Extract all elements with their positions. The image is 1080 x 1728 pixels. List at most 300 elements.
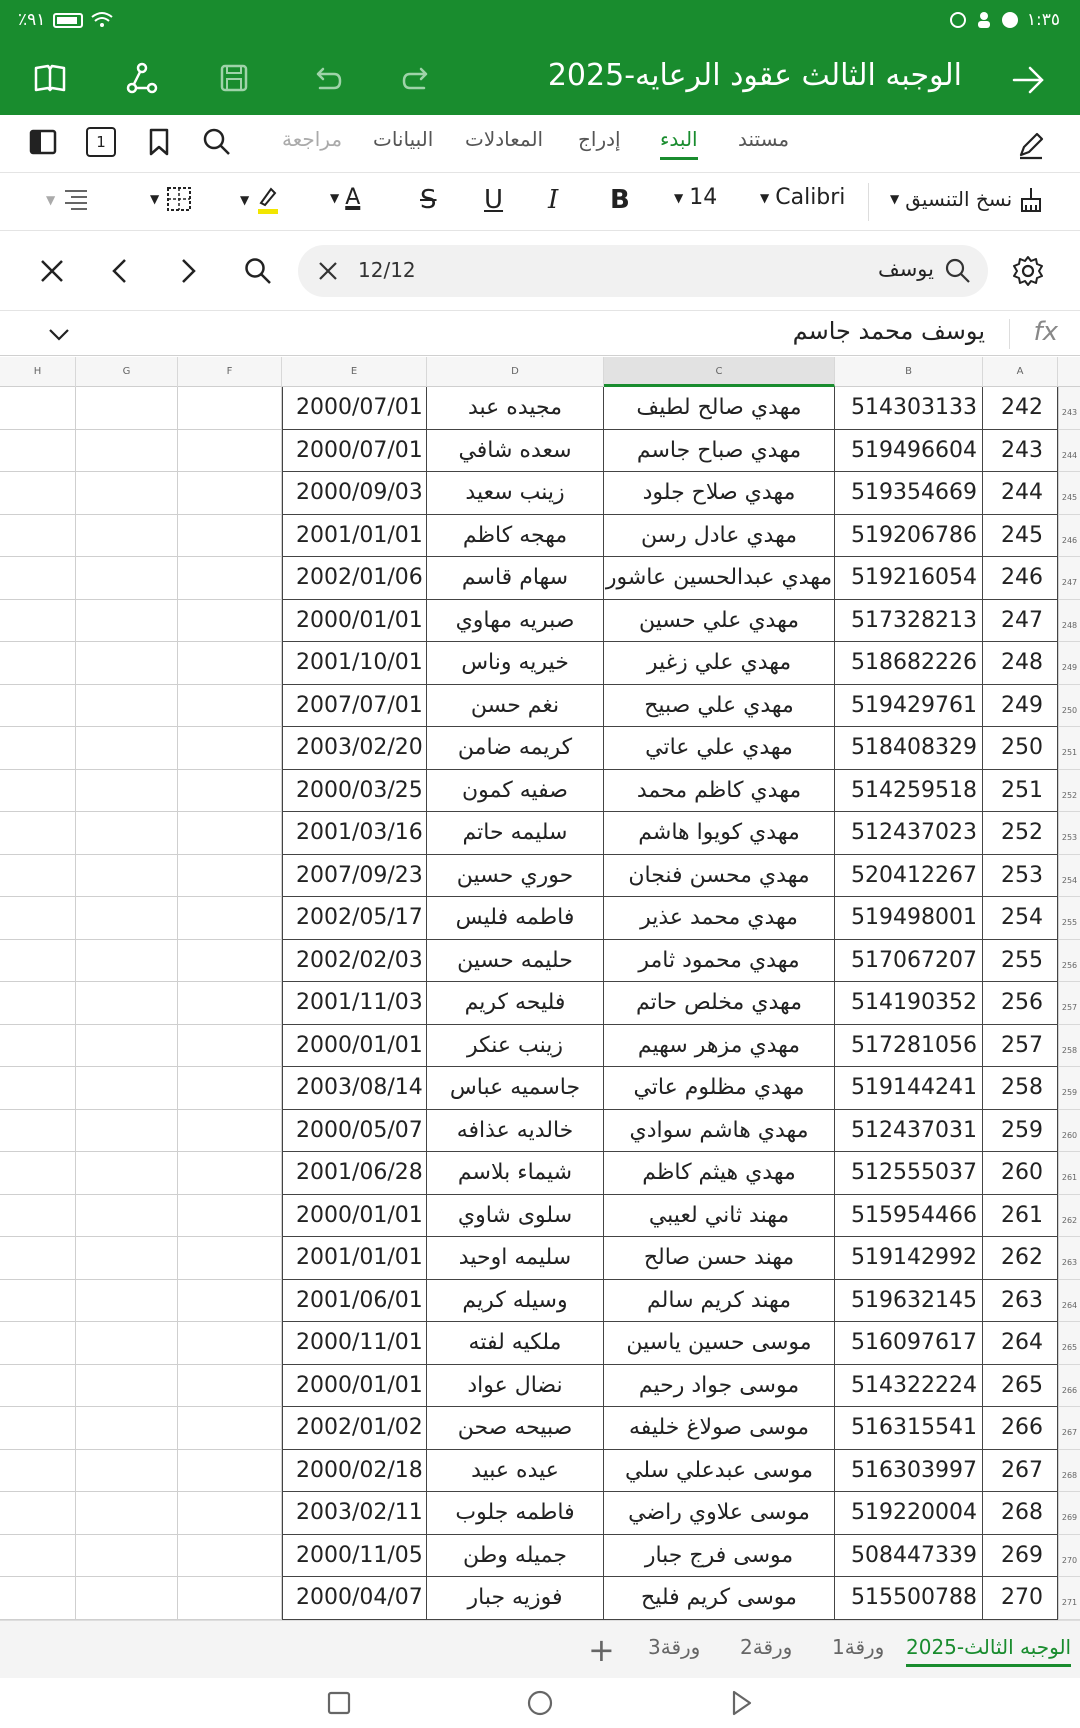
cell-e[interactable]: 2000/01/01 [282,1025,427,1068]
cell-d[interactable]: خيريه وناس [427,642,604,685]
empty-cell[interactable] [76,1322,178,1365]
column-header-g[interactable]: G [76,357,178,387]
row-header[interactable]: 257 [1058,982,1080,1025]
empty-cell[interactable] [178,1322,282,1365]
row-header[interactable]: 265 [1058,1322,1080,1365]
empty-cell[interactable] [178,770,282,813]
cell-b[interactable]: 515500788 [835,1577,983,1620]
empty-cell[interactable] [76,387,178,430]
cell-b[interactable]: 512437023 [835,812,983,855]
row-header[interactable]: 258 [1058,1025,1080,1068]
row-header[interactable]: 254 [1058,855,1080,898]
tab-home[interactable]: البدء [660,127,698,160]
cell-a[interactable]: 266 [983,1407,1058,1450]
cell-e[interactable]: 2002/01/02 [282,1407,427,1450]
cell-e[interactable]: 2001/01/01 [282,1237,427,1280]
cell-e[interactable]: 2000/03/25 [282,770,427,813]
sheet-tab-3[interactable]: ورقة3 [648,1635,701,1659]
cell-c[interactable]: مهدي مزهر سهيم [604,1025,835,1068]
empty-cell[interactable] [76,1450,178,1493]
cell-c[interactable]: مهدي علي حسين [604,600,835,643]
cell-e[interactable]: 2000/04/07 [282,1577,427,1620]
empty-cell[interactable] [178,685,282,728]
empty-cell[interactable] [76,770,178,813]
cell-d[interactable]: حليمه حسين [427,940,604,983]
cell-d[interactable]: سهام قاسم [427,557,604,600]
empty-cell[interactable] [76,982,178,1025]
empty-cell[interactable] [178,812,282,855]
cell-a[interactable]: 269 [983,1535,1058,1578]
empty-cell[interactable] [0,1322,76,1365]
tab-document[interactable]: مستند [738,127,790,151]
empty-cell[interactable] [178,855,282,898]
empty-cell[interactable] [178,897,282,940]
cell-e[interactable]: 2002/02/03 [282,940,427,983]
empty-cell[interactable] [178,1110,282,1153]
cell-b[interactable]: 519354669 [835,472,983,515]
cell-a[interactable]: 251 [983,770,1058,813]
cell-a[interactable]: 254 [983,897,1058,940]
cell-e[interactable]: 2000/11/05 [282,1535,427,1578]
cell-c[interactable]: مهدي محمود ثامر [604,940,835,983]
cell-d[interactable]: فاطمه جلوب [427,1492,604,1535]
row-header[interactable]: 263 [1058,1237,1080,1280]
cell-e[interactable]: 2003/08/14 [282,1067,427,1110]
empty-cell[interactable] [178,1195,282,1238]
cell-d[interactable]: صفيه كمون [427,770,604,813]
row-header[interactable]: 252 [1058,770,1080,813]
cell-b[interactable]: 514303133 [835,387,983,430]
cell-b[interactable]: 519632145 [835,1280,983,1323]
cell-b[interactable]: 512437031 [835,1110,983,1153]
tab-insert[interactable]: إدراج [578,127,621,151]
cell-d[interactable]: نغم حسن [427,685,604,728]
cell-e[interactable]: 2000/01/01 [282,1195,427,1238]
cell-a[interactable]: 259 [983,1110,1058,1153]
cell-c[interactable]: مهدي مخلص حاتم [604,982,835,1025]
cell-e[interactable]: 2003/02/11 [282,1492,427,1535]
empty-cell[interactable] [0,685,76,728]
font-family-select[interactable] [760,185,845,210]
cell-a[interactable]: 248 [983,642,1058,685]
empty-cell[interactable] [0,642,76,685]
cell-b[interactable]: 518408329 [835,727,983,770]
empty-cell[interactable] [76,642,178,685]
document-title[interactable]: الوجبه الثالث عقود الرعايه-2025 [547,58,962,93]
cell-a[interactable]: 256 [983,982,1058,1025]
cell-c[interactable]: مهدي هاشم سوادي [604,1110,835,1153]
cell-b[interactable]: 516303997 [835,1450,983,1493]
empty-cell[interactable] [0,812,76,855]
cell-c[interactable]: مهدي محسن فنجان [604,855,835,898]
empty-cell[interactable] [76,1535,178,1578]
empty-cell[interactable] [0,1577,76,1620]
column-header-f[interactable]: F [178,357,282,387]
sheet-count-icon[interactable]: 1 [86,127,116,157]
cell-a[interactable]: 246 [983,557,1058,600]
row-header[interactable]: 261 [1058,1152,1080,1195]
cell-d[interactable]: وسيله كريم [427,1280,604,1323]
cell-c[interactable]: مهند حسن صالح [604,1237,835,1280]
empty-cell[interactable] [76,557,178,600]
empty-cell[interactable] [0,1025,76,1068]
empty-cell[interactable] [0,515,76,558]
empty-cell[interactable] [0,1067,76,1110]
save-icon[interactable] [214,58,254,98]
close-find-button[interactable] [32,251,72,291]
cell-a[interactable]: 270 [983,1577,1058,1620]
search-input[interactable] [298,245,988,297]
cell-d[interactable]: مهجه كاظم [427,515,604,558]
row-header[interactable]: 243 [1058,387,1080,430]
cell-c[interactable]: موسى عبدعلي سلي [604,1450,835,1493]
cell-c[interactable]: مهدي صباح جاسم [604,430,835,473]
align-menu[interactable] [46,187,89,213]
share-icon[interactable] [122,58,162,98]
empty-cell[interactable] [178,1535,282,1578]
column-header-a[interactable]: A [983,357,1058,387]
cell-b[interactable]: 519144241 [835,1067,983,1110]
cell-b[interactable]: 519498001 [835,897,983,940]
row-header[interactable]: 268 [1058,1450,1080,1493]
empty-cell[interactable] [178,387,282,430]
cell-a[interactable]: 255 [983,940,1058,983]
cell-a[interactable]: 257 [983,1025,1058,1068]
previous-match-button[interactable] [100,251,140,291]
empty-cell[interactable] [76,1365,178,1408]
empty-cell[interactable] [178,1067,282,1110]
column-header-b[interactable]: B [835,357,983,387]
font-size-select[interactable] [674,185,717,210]
cell-a[interactable]: 247 [983,600,1058,643]
cell-a[interactable]: 252 [983,812,1058,855]
cell-d[interactable]: سليمه حاتم [427,812,604,855]
cell-a[interactable]: 245 [983,515,1058,558]
row-header[interactable]: 256 [1058,940,1080,983]
empty-cell[interactable] [76,515,178,558]
empty-cell[interactable] [0,1450,76,1493]
cell-d[interactable]: عيده عبيد [427,1450,604,1493]
empty-cell[interactable] [76,1067,178,1110]
empty-cell[interactable] [76,940,178,983]
empty-cell[interactable] [76,600,178,643]
add-sheet-button[interactable]: + [588,1631,615,1669]
cell-d[interactable]: شيماء بلاسم [427,1152,604,1195]
row-header[interactable]: 247 [1058,557,1080,600]
clear-search-icon[interactable] [314,257,342,285]
empty-cell[interactable] [76,1280,178,1323]
cell-a[interactable]: 243 [983,430,1058,473]
cell-b[interactable]: 519429761 [835,685,983,728]
empty-cell[interactable] [0,472,76,515]
cell-c[interactable]: موسى كريم فليح [604,1577,835,1620]
cell-b[interactable]: 520412267 [835,855,983,898]
empty-cell[interactable] [178,557,282,600]
cell-c[interactable]: مهدي عبدالحسين عاشور [604,557,835,600]
cell-d[interactable]: صبيحه صحن [427,1407,604,1450]
column-header-d[interactable]: D [427,357,604,387]
empty-cell[interactable] [0,557,76,600]
empty-cell[interactable] [0,1195,76,1238]
paint-format-button[interactable] [890,185,1044,213]
empty-cell[interactable] [76,1407,178,1450]
empty-cell[interactable] [0,1110,76,1153]
cell-e[interactable]: 2000/09/03 [282,472,427,515]
empty-cell[interactable] [0,855,76,898]
next-match-button[interactable] [168,251,208,291]
strikethrough-button[interactable] [420,185,437,215]
cell-c[interactable]: مهدي هيثم كاظم [604,1152,835,1195]
empty-cell[interactable] [178,982,282,1025]
empty-cell[interactable] [76,727,178,770]
cell-e[interactable]: 2001/06/28 [282,1152,427,1195]
tab-data[interactable]: البيانات [373,127,434,151]
empty-cell[interactable] [0,982,76,1025]
cell-a[interactable]: 268 [983,1492,1058,1535]
sheet-tab-2[interactable]: ورقة2 [740,1635,793,1659]
empty-cell[interactable] [0,897,76,940]
cell-a[interactable]: 253 [983,855,1058,898]
cell-b[interactable]: 519220004 [835,1492,983,1535]
cell-a[interactable]: 242 [983,387,1058,430]
row-header[interactable]: 267 [1058,1407,1080,1450]
cell-b[interactable]: 517281056 [835,1025,983,1068]
empty-cell[interactable] [178,940,282,983]
formula-bar[interactable] [0,311,1080,356]
empty-cell[interactable] [178,1237,282,1280]
cell-c[interactable]: مهدي كويوا هاشم [604,812,835,855]
empty-cell[interactable] [178,1280,282,1323]
empty-cell[interactable] [0,1535,76,1578]
cell-b[interactable]: 515954466 [835,1195,983,1238]
cell-e[interactable]: 2000/02/18 [282,1450,427,1493]
cell-c[interactable]: مهدي علي عاتي [604,727,835,770]
find-options-search-button[interactable] [238,251,278,291]
cell-a[interactable]: 249 [983,685,1058,728]
cell-a[interactable]: 258 [983,1067,1058,1110]
cell-e[interactable]: 2000/01/01 [282,600,427,643]
cell-d[interactable]: زينب سعيد [427,472,604,515]
cell-d[interactable]: ملكيه لفته [427,1322,604,1365]
row-header[interactable]: 251 [1058,727,1080,770]
find-settings-button[interactable] [1008,251,1048,291]
column-header-h[interactable]: H [0,357,76,387]
cell-e[interactable]: 2001/01/01 [282,515,427,558]
empty-cell[interactable] [0,770,76,813]
row-header[interactable]: 271 [1058,1577,1080,1620]
cell-a[interactable]: 260 [983,1152,1058,1195]
cell-c[interactable]: مهند ثاني لعيبي [604,1195,835,1238]
cell-d[interactable]: مجيده عبد [427,387,604,430]
cell-d[interactable]: سلوى شاوي [427,1195,604,1238]
tab-formulas[interactable]: المعادلات [465,127,544,151]
search-icon[interactable] [202,127,232,157]
cell-c[interactable]: مهدي كاظم محمد [604,770,835,813]
cell-a[interactable]: 262 [983,1237,1058,1280]
cell-e[interactable]: 2000/07/01 [282,387,427,430]
cell-c[interactable]: مهدي صالح لطيف [604,387,835,430]
empty-cell[interactable] [0,1365,76,1408]
cell-e[interactable]: 2002/01/06 [282,557,427,600]
cell-b[interactable]: 512555037 [835,1152,983,1195]
cell-e[interactable]: 2003/02/20 [282,727,427,770]
row-header[interactable]: 246 [1058,515,1080,558]
pen-icon[interactable] [1016,130,1046,160]
row-header[interactable]: 245 [1058,472,1080,515]
cell-e[interactable]: 2001/03/16 [282,812,427,855]
empty-cell[interactable] [76,1152,178,1195]
row-header[interactable]: 262 [1058,1195,1080,1238]
cell-e[interactable]: 2000/01/01 [282,1365,427,1408]
row-header[interactable]: 255 [1058,897,1080,940]
cell-e[interactable]: 2001/11/03 [282,982,427,1025]
empty-cell[interactable] [0,1152,76,1195]
row-header[interactable]: 253 [1058,812,1080,855]
row-header[interactable]: 270 [1058,1535,1080,1578]
empty-cell[interactable] [76,1110,178,1153]
empty-cell[interactable] [76,855,178,898]
bookmark-icon[interactable] [144,127,174,157]
cell-d[interactable]: فوزيه جبار [427,1577,604,1620]
cell-c[interactable]: مهدي محمد عذير [604,897,835,940]
cell-e[interactable]: 2000/11/01 [282,1322,427,1365]
empty-cell[interactable] [178,1407,282,1450]
cell-a[interactable]: 265 [983,1365,1058,1408]
empty-cell[interactable] [178,600,282,643]
empty-cell[interactable] [0,1492,76,1535]
cell-d[interactable]: جميله وطن [427,1535,604,1578]
cell-e[interactable]: 2000/05/07 [282,1110,427,1153]
cell-b[interactable]: 514259518 [835,770,983,813]
cell-e[interactable]: 2002/05/17 [282,897,427,940]
empty-cell[interactable] [178,642,282,685]
spreadsheet-grid[interactable] [0,357,1080,1620]
empty-cell[interactable] [0,387,76,430]
empty-cell[interactable] [178,1025,282,1068]
empty-cell[interactable] [178,1365,282,1408]
empty-cell[interactable] [178,1577,282,1620]
cell-a[interactable]: 261 [983,1195,1058,1238]
cell-b[interactable]: 519142992 [835,1237,983,1280]
cell-c[interactable]: مهدي علي زغير [604,642,835,685]
cell-c[interactable]: مهدي عادل رسن [604,515,835,558]
empty-cell[interactable] [178,727,282,770]
cell-a[interactable]: 244 [983,472,1058,515]
highlight-menu[interactable] [240,185,281,215]
empty-cell[interactable] [0,600,76,643]
empty-cell[interactable] [0,1280,76,1323]
cell-d[interactable]: صبريه مهاوي [427,600,604,643]
row-header[interactable]: 249 [1058,642,1080,685]
cell-d[interactable]: فليحه كريم [427,982,604,1025]
empty-cell[interactable] [178,1450,282,1493]
cell-a[interactable]: 264 [983,1322,1058,1365]
empty-cell[interactable] [76,897,178,940]
cell-c[interactable]: موسى جواد رحيم [604,1365,835,1408]
cell-d[interactable]: نضال عواد [427,1365,604,1408]
arrow-forward-icon[interactable] [1010,62,1046,98]
back-icon[interactable] [726,1688,756,1718]
empty-cell[interactable] [178,1152,282,1195]
cell-a[interactable]: 267 [983,1450,1058,1493]
cell-c[interactable]: مهدي مظلوم عاتي [604,1067,835,1110]
cell-a[interactable]: 263 [983,1280,1058,1323]
cell-c[interactable]: مهدي صلاح جلود [604,472,835,515]
cell-b[interactable]: 518682226 [835,642,983,685]
cell-e[interactable]: 2007/09/23 [282,855,427,898]
cell-b[interactable]: 519496604 [835,430,983,473]
cell-b[interactable]: 519206786 [835,515,983,558]
row-header[interactable]: 244 [1058,430,1080,473]
cell-d[interactable]: جاسميه عباس [427,1067,604,1110]
cell-b[interactable]: 514190352 [835,982,983,1025]
empty-cell[interactable] [76,1237,178,1280]
cell-c[interactable]: موسى صولاغ خليفه [604,1407,835,1450]
cell-c[interactable]: موسى حسين ياسين [604,1322,835,1365]
row-header[interactable]: 248 [1058,600,1080,643]
cell-e[interactable]: 2001/10/01 [282,642,427,685]
row-header[interactable]: 269 [1058,1492,1080,1535]
column-header-e[interactable]: E [282,357,427,387]
column-header-c[interactable]: C [604,357,835,387]
cell-d[interactable]: سعده شافي [427,430,604,473]
cell-b[interactable]: 516097617 [835,1322,983,1365]
italic-button[interactable] [548,185,558,215]
cell-c[interactable]: موسى علاوي راضي [604,1492,835,1535]
cell-c[interactable]: موسى فرج جبار [604,1535,835,1578]
empty-cell[interactable] [76,430,178,473]
cell-d[interactable]: سليمه اوحيد [427,1237,604,1280]
row-header[interactable]: 264 [1058,1280,1080,1323]
cell-b[interactable]: 514322224 [835,1365,983,1408]
book-icon[interactable] [30,58,70,98]
row-header[interactable]: 266 [1058,1365,1080,1408]
cell-b[interactable]: 508447339 [835,1535,983,1578]
empty-cell[interactable] [76,1025,178,1068]
bold-button[interactable] [610,185,630,215]
cell-e[interactable]: 2001/06/01 [282,1280,427,1323]
empty-cell[interactable] [76,685,178,728]
undo-icon[interactable] [306,58,346,98]
empty-cell[interactable] [76,1577,178,1620]
sheet-tab-1[interactable]: ورقة1 [832,1635,885,1659]
empty-cell[interactable] [0,727,76,770]
empty-cell[interactable] [76,1195,178,1238]
empty-cell[interactable] [178,472,282,515]
redo-icon[interactable] [398,58,438,98]
underline-button[interactable] [484,185,503,215]
cell-d[interactable]: كريمه ضامن [427,727,604,770]
borders-menu[interactable] [150,185,193,213]
cell-d[interactable]: حوري حسين [427,855,604,898]
cell-c[interactable]: مهدي علي صبيح [604,685,835,728]
row-header[interactable]: 250 [1058,685,1080,728]
tab-review[interactable]: مراجعة [282,127,343,151]
home-icon[interactable] [525,1688,555,1718]
cell-c[interactable]: مهند كريم سالم [604,1280,835,1323]
cell-b[interactable]: 517328213 [835,600,983,643]
empty-cell[interactable] [0,430,76,473]
cell-d[interactable]: خالديه عذافه [427,1110,604,1153]
empty-cell[interactable] [0,1407,76,1450]
sidebar-toggle-icon[interactable] [28,127,58,157]
chevron-down-icon[interactable] [46,321,72,347]
empty-cell[interactable] [0,1237,76,1280]
cell-b[interactable]: 516315541 [835,1407,983,1450]
empty-cell[interactable] [76,812,178,855]
cell-b[interactable]: 517067207 [835,940,983,983]
font-color-menu[interactable] [330,185,360,210]
